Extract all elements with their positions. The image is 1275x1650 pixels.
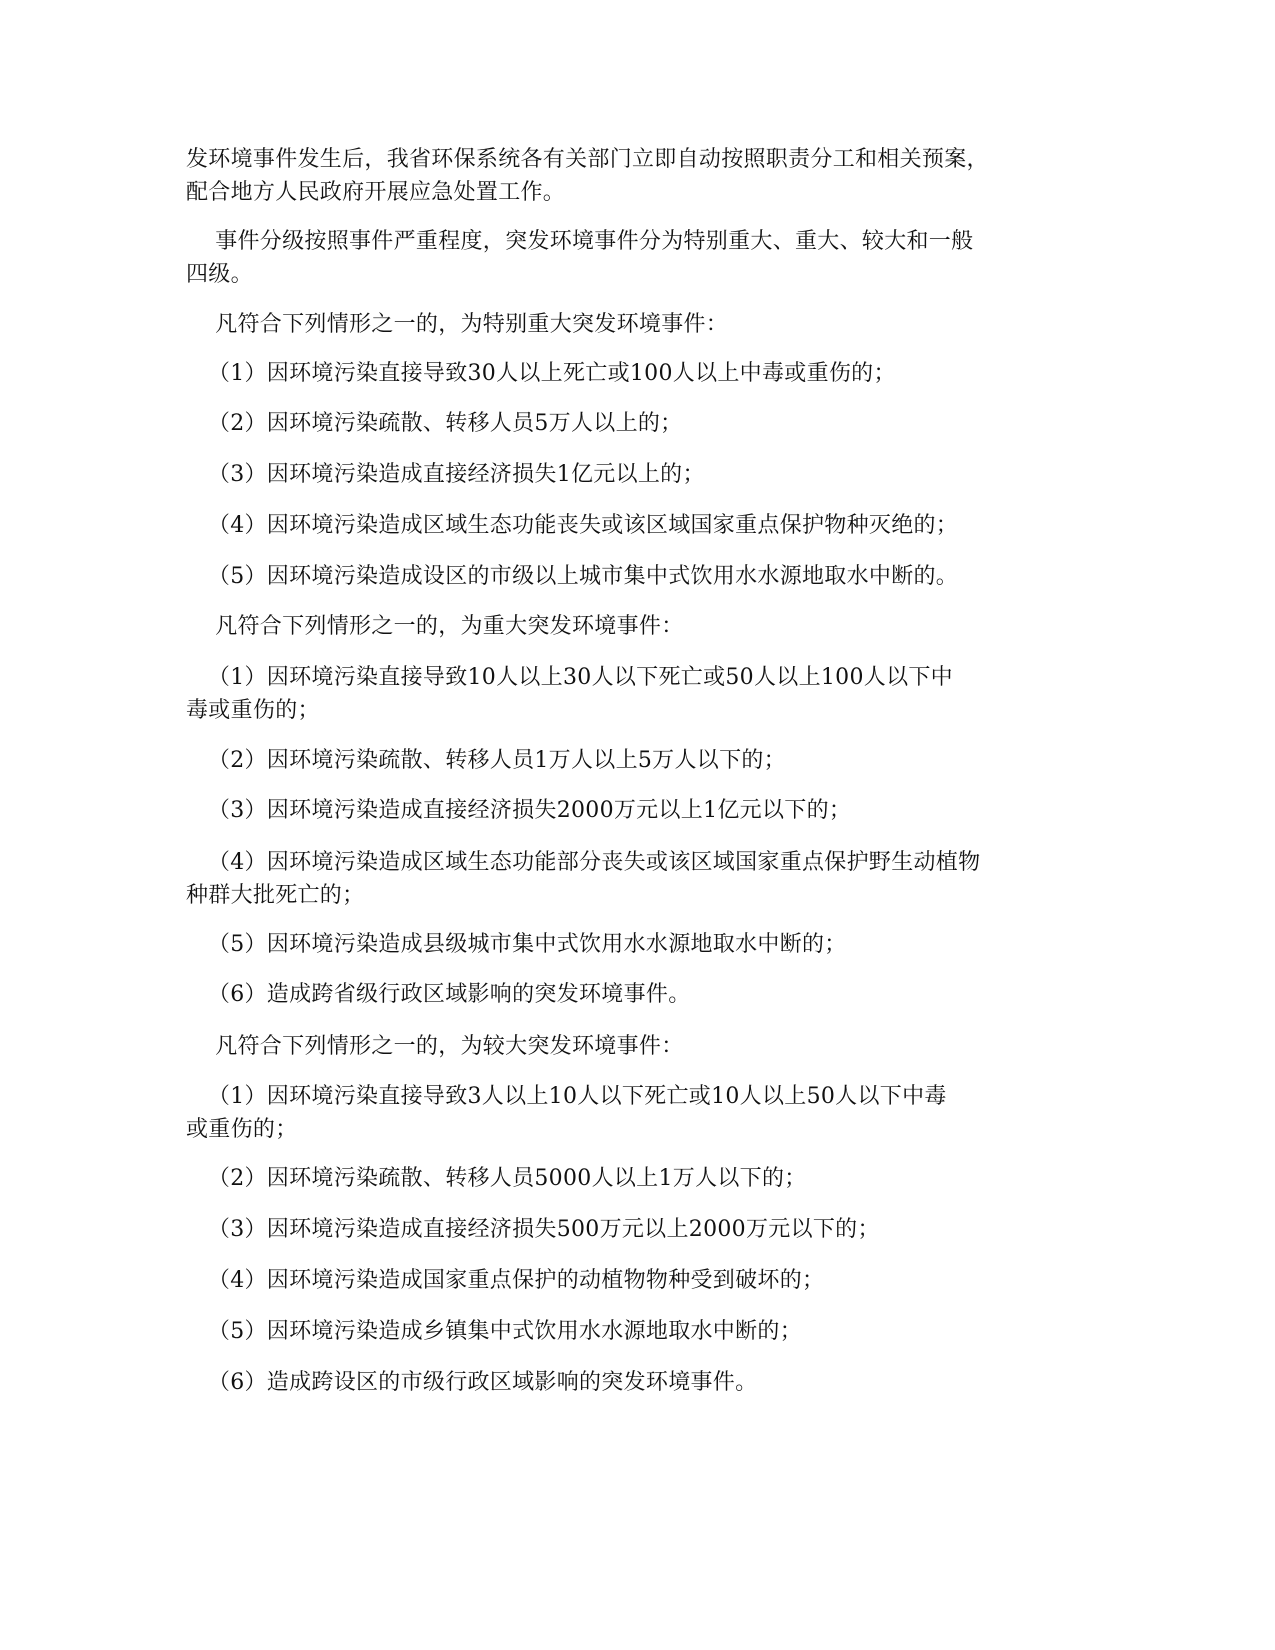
paragraph-intro-continuation [186, 143, 1086, 209]
text-line: （3）因环境污染造成直接经济损失1亿元以上的； [186, 462, 705, 487]
paragraph-especially-major-heading [186, 308, 1086, 341]
text-line: 或重伤的； [186, 1117, 298, 1142]
list-item [186, 1264, 1086, 1297]
list-item [186, 458, 1086, 491]
paragraph-event-grading [186, 225, 1086, 291]
list-item [186, 1080, 1086, 1146]
text-line: （4）因环境污染造成国家重点保护的动植物物种受到破坏的； [186, 1268, 825, 1293]
list-item [186, 509, 1086, 542]
list-item [186, 1366, 1086, 1399]
text-line: （1）因环境污染直接导致10人以上30人以下死亡或50人以上100人以下中 [186, 665, 953, 690]
text-line: 种群大批死亡的； [186, 883, 365, 908]
text-line: （6）造成跨省级行政区域影响的突发环境事件。 [186, 982, 691, 1007]
list-item [186, 794, 1086, 827]
text-line: 四级。 [186, 262, 253, 287]
text-line: （2）因环境污染疏散、转移人员5万人以上的； [186, 411, 683, 436]
text-line: 凡符合下列情形之一的，为特别重大突发环境事件： [186, 312, 729, 337]
text-line: （1）因环境污染直接导致30人以上死亡或100人以上中毒或重伤的； [186, 361, 896, 386]
text-line: 毒或重伤的； [186, 698, 320, 723]
text-line: 事件分级按照事件严重程度，突发环境事件分为特别重大、重大、较大和一般 [186, 229, 974, 254]
list-item [186, 357, 1086, 390]
text-line: （2）因环境污染疏散、转移人员5000人以上1万人以下的； [186, 1166, 807, 1191]
list-item [186, 407, 1086, 440]
text-line: （5）因环境污染造成设区的市级以上城市集中式饮用水水源地取水中断的。 [186, 564, 959, 589]
list-item [186, 661, 1086, 727]
text-line: 凡符合下列情形之一的，为重大突发环境事件： [186, 614, 684, 639]
list-item [186, 846, 1086, 912]
text-line: （1）因环境污染直接导致3人以上10人以下死亡或10人以上50人以下中毒 [186, 1084, 947, 1109]
text-line: （5）因环境污染造成乡镇集中式饮用水水源地取水中断的； [186, 1319, 802, 1344]
text-line: 凡符合下列情形之一的，为较大突发环境事件： [186, 1034, 684, 1059]
paragraph-larger-heading [186, 1030, 1086, 1063]
text-line: （4）因环境污染造成区域生态功能部分丧失或该区域国家重点保护野生动植物 [186, 850, 981, 875]
paragraph-major-heading [186, 610, 1086, 643]
list-item [186, 978, 1086, 1011]
text-line: 配合地方人民政府开展应急处置工作。 [186, 180, 566, 205]
list-item [186, 928, 1086, 961]
list-item [186, 560, 1086, 593]
list-item [186, 1213, 1086, 1246]
text-line: （5）因环境污染造成县级城市集中式饮用水水源地取水中断的； [186, 932, 847, 957]
text-line: （4）因环境污染造成区域生态功能丧失或该区域国家重点保护物种灭绝的； [186, 513, 959, 538]
list-item [186, 744, 1086, 777]
list-item [186, 1162, 1086, 1195]
text-line: （2）因环境污染疏散、转移人员1万人以上5万人以下的； [186, 748, 786, 773]
list-item [186, 1315, 1086, 1348]
text-line: （3）因环境污染造成直接经济损失500万元以上2000万元以下的； [186, 1217, 880, 1242]
text-line: （6）造成跨设区的市级行政区域影响的突发环境事件。 [186, 1370, 758, 1395]
text-line: （3）因环境污染造成直接经济损失2000万元以上1亿元以下的； [186, 798, 852, 823]
text-line: 发环境事件发生后，我省环保系统各有关部门立即自动按照职责分工和相关预案， [186, 147, 989, 172]
